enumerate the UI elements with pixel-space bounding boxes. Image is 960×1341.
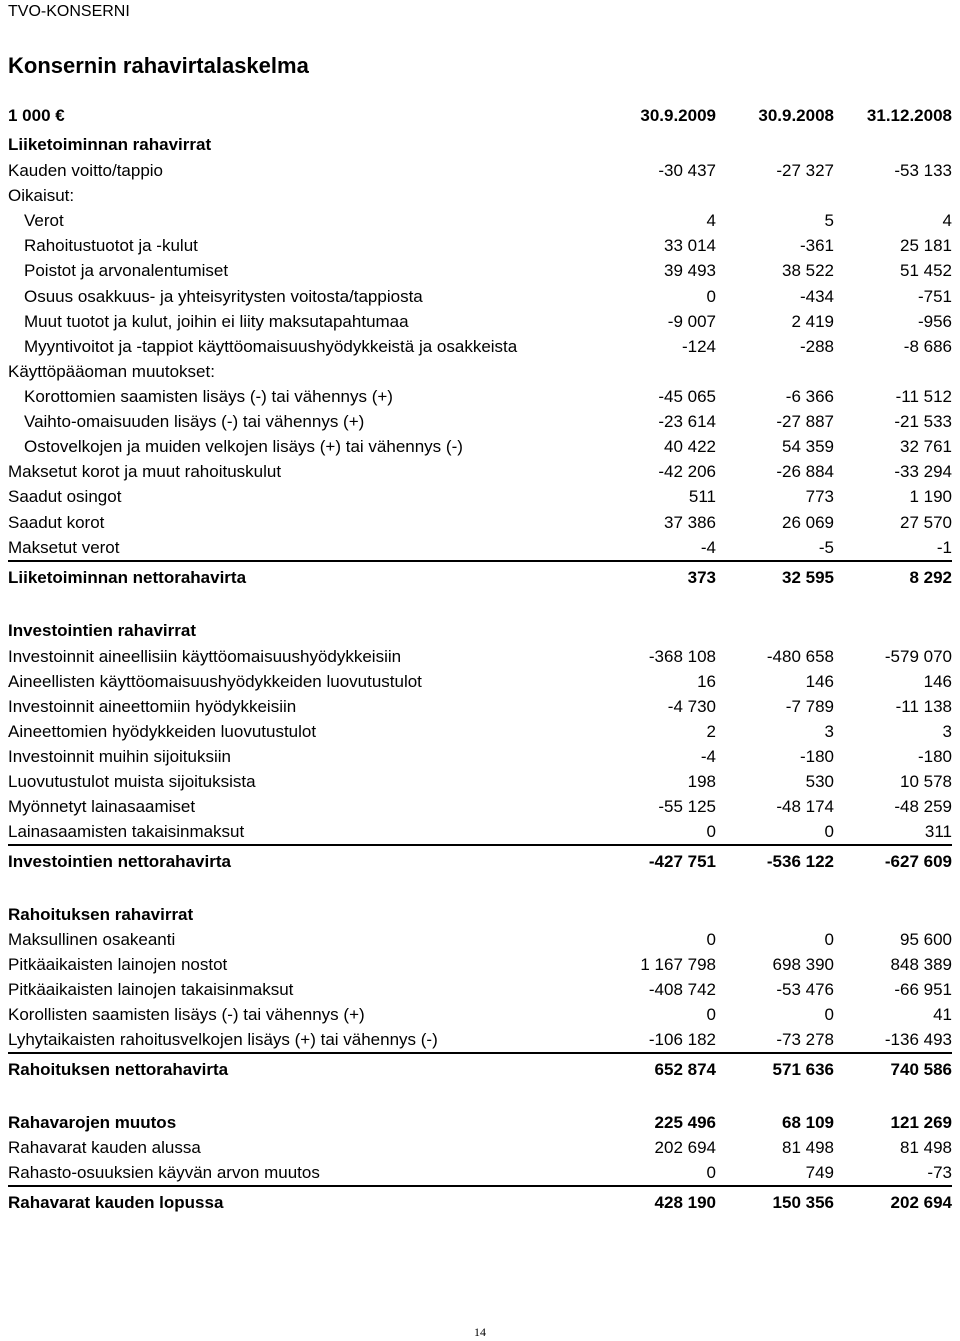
row-value-col1: 33 014 [664,236,716,255]
row-value-col1: 198 [687,772,716,791]
row-value-col2: 5 [824,211,834,230]
row-label: Rahasto-osuuksien käyvän arvon muutos [8,1163,320,1182]
table-row [0,977,960,1002]
table-row [0,535,960,560]
row-value-col2: -26 884 [776,462,834,481]
table-row [0,694,960,719]
row-label: Maksullinen osakeanti [8,930,176,949]
table-row [0,158,960,183]
row-label: Myyntivoitot ja -tappiot käyttöomaisuushyödykkeistä ja osakkeista [24,337,518,356]
table-row [0,434,960,459]
table-row [0,258,960,283]
row-value-col2: -288 [799,337,834,356]
row-value-col3: 202 694 [890,1193,952,1212]
row-value-col1: -106 182 [648,1030,716,1049]
row-value-col2: -536 122 [766,852,834,871]
row-value-col2: 0 [824,930,834,949]
row-label: Rahoitustuotot ja -kulut [24,236,198,255]
row-value-col1: 0 [706,1005,716,1024]
row-label: Osuus osakkuus- ja yhteisyritysten voitosta/tappiosta [24,287,423,306]
row-value-col2: 0 [824,822,834,841]
row-value-col3: 848 389 [890,955,952,974]
row-value-col3: 740 586 [890,1060,952,1079]
row-value-col3: 95 600 [900,930,952,949]
company-name: TVO-KONSERNI [8,3,130,20]
row-label: Vaihto-omaisuuden lisäys (-) tai vähennys (+) [24,412,365,431]
row-value-col3: -11 138 [895,697,952,716]
row-value-col3: -8 686 [903,337,952,356]
row-label: Aineellisten käyttöomaisuushyödykkeiden luovutustulot [8,672,422,691]
row-value-col3: -1 [936,538,952,557]
row-value-col1: 652 874 [654,1060,716,1079]
table-row [0,952,960,977]
table-row [0,510,960,535]
row-value-col1: -368 108 [648,647,716,666]
table-row [0,565,960,590]
table-row [0,309,960,334]
table-row [0,927,960,952]
row-value-col1: 511 [688,487,716,506]
row-value-col2: 773 [805,487,834,506]
row-label: Liiketoiminnan nettorahavirta [8,568,247,587]
row-value-col3: 4 [942,211,952,230]
row-label: Luovutustulot muista sijoituksista [8,772,256,791]
row-value-col1: 1 167 798 [640,955,716,974]
row-label: Ostovelkojen ja muiden velkojen lisäys (+) tai vähennys (-) [24,437,463,456]
row-value-col1: 202 694 [654,1138,716,1157]
section-heading [0,902,960,927]
page-title: Konsernin rahavirtalaskelma [8,53,309,78]
row-value-col3: -33 294 [894,462,952,481]
row-label: Käyttöpääoman muutokset: [8,362,215,381]
row-value-col2: 2 419 [791,312,834,331]
section-heading [0,132,960,157]
table-row [0,1057,960,1082]
row-value-col3: -21 533 [894,412,952,431]
row-value-col1: -30 437 [658,161,716,180]
row-value-col2: -6 366 [785,387,834,406]
row-value-col1: -124 [681,337,716,356]
row-value-col2: -180 [799,747,834,766]
row-value-col3: 3 [942,722,952,741]
page-number: 14 [474,1325,486,1339]
table-row [0,409,960,434]
row-value-col3: 32 761 [900,437,952,456]
row-value-col1: 2 [706,722,716,741]
row-value-col3: -579 070 [884,647,952,666]
row-value-col3: -180 [917,747,952,766]
row-value-col2: 38 522 [782,261,834,280]
row-value-col2: 3 [824,722,834,741]
row-value-col1: 16 [697,672,716,691]
row-value-col2: 571 636 [772,1060,834,1079]
row-label: Investointien nettorahavirta [8,852,231,871]
row-value-col1: -4 730 [667,697,716,716]
table-row [0,484,960,509]
row-value-col3: -53 133 [894,161,952,180]
row-value-col2: -480 658 [766,647,834,666]
row-label: Lainasaamisten takaisinmaksut [8,822,245,841]
row-value-col3: 25 181 [900,236,952,255]
row-value-col2: -73 278 [776,1030,834,1049]
row-value-col3: 51 452 [900,261,952,280]
row-label: Korollisten saamisten lisäys (-) tai vähennys (+) [8,1005,365,1024]
row-value-col3: -73 [927,1163,952,1182]
row-value-col1: -427 751 [648,852,716,871]
row-label: Myönnetyt lainasaamiset [8,797,196,816]
row-value-col2: 68 109 [782,1113,834,1132]
row-label: Rahavarat kauden lopussa [8,1193,224,1212]
row-value-col2: 530 [805,772,834,791]
row-label: Rahoituksen rahavirrat [8,905,194,924]
row-value-col1: 4 [706,211,716,230]
row-value-col3: 27 570 [900,513,952,532]
row-label: Muut tuotot ja kulut, joihin ei liity maksutapahtumaa [24,312,409,331]
table-row [0,1110,960,1135]
row-value-col1: 0 [706,1163,716,1182]
row-label: Saadut korot [8,513,105,532]
row-value-col3: 146 [923,672,952,691]
row-value-col2: -361 [799,236,834,255]
row-value-col2: 698 390 [772,955,834,974]
row-value-col3: 81 498 [900,1138,952,1157]
row-value-col2: 146 [805,672,834,691]
row-value-col2: 749 [805,1163,834,1182]
row-value-col1: 428 190 [654,1193,716,1212]
row-label: Pitkäaikaisten lainojen nostot [8,955,228,974]
row-value-col2: -27 887 [776,412,834,431]
row-value-col2: -48 174 [776,797,834,816]
row-label: Saadut osingot [8,487,122,506]
row-value-col3: 311 [924,822,952,841]
row-value-col3: 8 292 [909,568,952,587]
row-label: Maksetut verot [8,538,120,557]
table-row [0,459,960,484]
row-value-col3: 121 269 [890,1113,952,1132]
table-row [0,384,960,409]
row-label: Pitkäaikaisten lainojen takaisinmaksut [8,980,294,999]
row-label: Maksetut korot ja muut rahoituskulut [8,462,282,481]
row-value-col1: 0 [706,822,716,841]
row-value-col2: -434 [799,287,834,306]
row-value-col2: 54 359 [782,437,834,456]
column-header-2008: 30.9.2008 [758,106,834,125]
row-label: Poistot ja arvonalentumiset [24,261,229,280]
row-value-col1: -23 614 [658,412,716,431]
table-row [0,669,960,694]
row-label: Investoinnit muihin sijoituksiin [8,747,231,766]
row-value-col1: -42 206 [658,462,716,481]
table-row [0,849,960,874]
row-value-col3: 41 [933,1005,952,1024]
table-row [0,1190,960,1215]
row-label: Oikaisut: [8,186,75,205]
row-label: Rahavarojen muutos [8,1113,177,1132]
row-value-col1: 0 [706,287,716,306]
row-value-col1: -4 [700,538,716,557]
row-label: Verot [24,211,64,230]
row-label: Kauden voitto/tappio [8,161,164,180]
row-label: Rahoituksen nettorahavirta [8,1060,229,1079]
section-heading [0,183,960,208]
row-value-col1: -4 [700,747,716,766]
row-value-col2: 32 595 [782,568,834,587]
table-row [0,719,960,744]
row-value-col2: -5 [818,538,834,557]
row-value-col2: 26 069 [782,513,834,532]
row-label: Investoinnit aineettomiin hyödykkeisiin [8,697,297,716]
table-row [0,1027,960,1052]
row-value-col2: -27 327 [776,161,834,180]
table-row [0,769,960,794]
table-row [0,794,960,819]
row-value-col1: -408 742 [648,980,716,999]
row-value-col2: 150 356 [772,1193,834,1212]
table-row [0,644,960,669]
column-header-full-year-2008: 31.12.2008 [866,106,952,125]
row-value-col1: 225 496 [654,1113,716,1132]
row-label: Investoinnit aineellisiin käyttöomaisuushyödykkeisiin [8,647,402,666]
row-value-col3: -11 512 [895,387,952,406]
row-value-col3: -136 493 [884,1030,952,1049]
section-heading [0,618,960,643]
row-value-col3: 10 578 [900,772,952,791]
row-value-col2: 0 [824,1005,834,1024]
table-row [0,744,960,769]
row-value-col2: -7 789 [785,697,834,716]
row-label: Aineettomien hyödykkeiden luovutustulot [8,722,317,741]
row-value-col1: -55 125 [658,797,716,816]
table-row [0,334,960,359]
row-label: Lyhytaikaisten rahoitusvelkojen lisäys (+) tai vähennys (-) [8,1030,438,1049]
table-row [0,1135,960,1160]
row-value-col2: 81 498 [782,1138,834,1157]
row-value-col3: -48 259 [894,797,952,816]
row-value-col1: 0 [706,930,716,949]
row-value-col1: 37 386 [664,513,716,532]
row-label: Rahavarat kauden alussa [8,1138,201,1157]
table-row [0,208,960,233]
table-row [0,284,960,309]
table-row [0,1160,960,1185]
row-value-col3: -751 [917,287,952,306]
row-value-col1: 373 [687,568,716,587]
row-value-col2: -53 476 [776,980,834,999]
row-value-col1: -45 065 [658,387,716,406]
row-label: Liiketoiminnan rahavirrat [8,135,212,154]
table-row [0,819,960,844]
row-value-col3: -66 951 [894,980,952,999]
row-value-col1: 40 422 [664,437,716,456]
row-value-col3: -627 609 [884,852,952,871]
table-row [0,233,960,258]
row-label: Korottomien saamisten lisäys (-) tai vähennys (+) [24,387,393,406]
table-row [0,1002,960,1027]
row-value-col3: -956 [917,312,952,331]
row-value-col1: -9 007 [667,312,716,331]
row-value-col1: 39 493 [664,261,716,280]
column-header-2009: 30.9.2009 [640,106,716,125]
section-heading [0,359,960,384]
unit-label: 1 000 € [8,106,65,125]
row-value-col3: 1 190 [909,487,952,506]
row-label: Investointien rahavirrat [8,621,197,640]
